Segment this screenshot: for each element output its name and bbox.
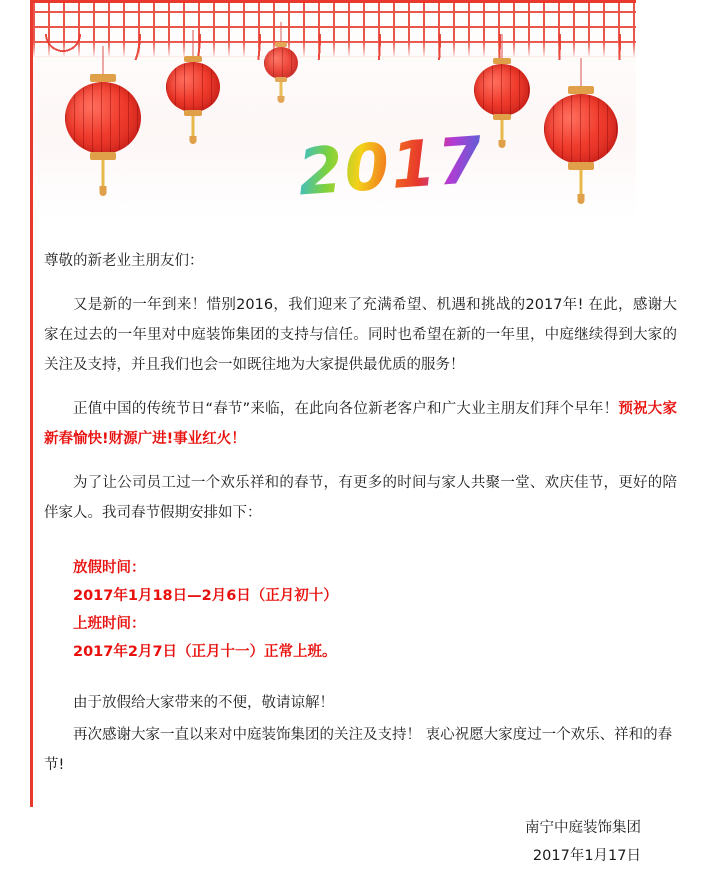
- lantern-icon: [261, 22, 301, 112]
- festival-highlight-text: 预祝大家新春愉快!财源广进!事业红火！: [44, 401, 677, 447]
- lantern-icon: [541, 58, 621, 208]
- lantern-icon: [163, 30, 223, 150]
- year-2017-wordmark: 2017: [295, 123, 487, 211]
- holiday-schedule: [44, 554, 677, 666]
- signature-date: 2017年1月17日: [532, 848, 641, 864]
- festive-banner: [0, 0, 721, 222]
- closing-line-1: 由于放假给大家带来的不便，敬请谅解！: [73, 695, 334, 711]
- paragraph-greeting: 又是新的一年到来！惜别2016，我们迎来了充满希望、机遇和挑战的2017年! 在此，感谢大家在过去的一年里对中庭装饰集团的支持与信任。同时也希望在新的一年里，中庭继续得到大家的关注及支持，并且我们也会一如既往地为大家提供最优质的服务！: [44, 297, 677, 373]
- closing-line-2: 再次感谢大家一直以来对中庭装饰集团的关注及支持！ 衷心祝愿大家度过一个欢乐、祥和的春节!: [44, 727, 673, 773]
- holiday-work-value: 2017年2月7日（正月十一）正常上班。: [73, 644, 337, 660]
- paragraph-festival: [44, 394, 677, 454]
- holiday-off-value: 2017年1月18日—2月6日（正月初十）: [73, 588, 338, 604]
- banner-artwork: [33, 0, 636, 222]
- lantern-icon: [63, 46, 143, 196]
- festival-lead-text: 正值中国的传统节日“春节”来临，在此向各位新老客户和广大业主朋友们拜个早年！: [73, 401, 619, 417]
- salutation: 尊敬的新老业主朋友们：: [44, 253, 204, 269]
- letter-body: [0, 222, 721, 870]
- holiday-off-label: 放假时间：: [73, 560, 146, 576]
- signature-company: 南宁中庭装饰集团: [525, 820, 641, 836]
- signature-block: [44, 814, 677, 870]
- holiday-work-label: 上班时间：: [73, 616, 146, 632]
- paragraph-arrangement: 为了让公司员工过一个欢乐祥和的春节，有更多的时间与家人共聚一堂、欢庆佳节，更好的陪伴家人。我司春节假期安排如下：: [44, 475, 677, 521]
